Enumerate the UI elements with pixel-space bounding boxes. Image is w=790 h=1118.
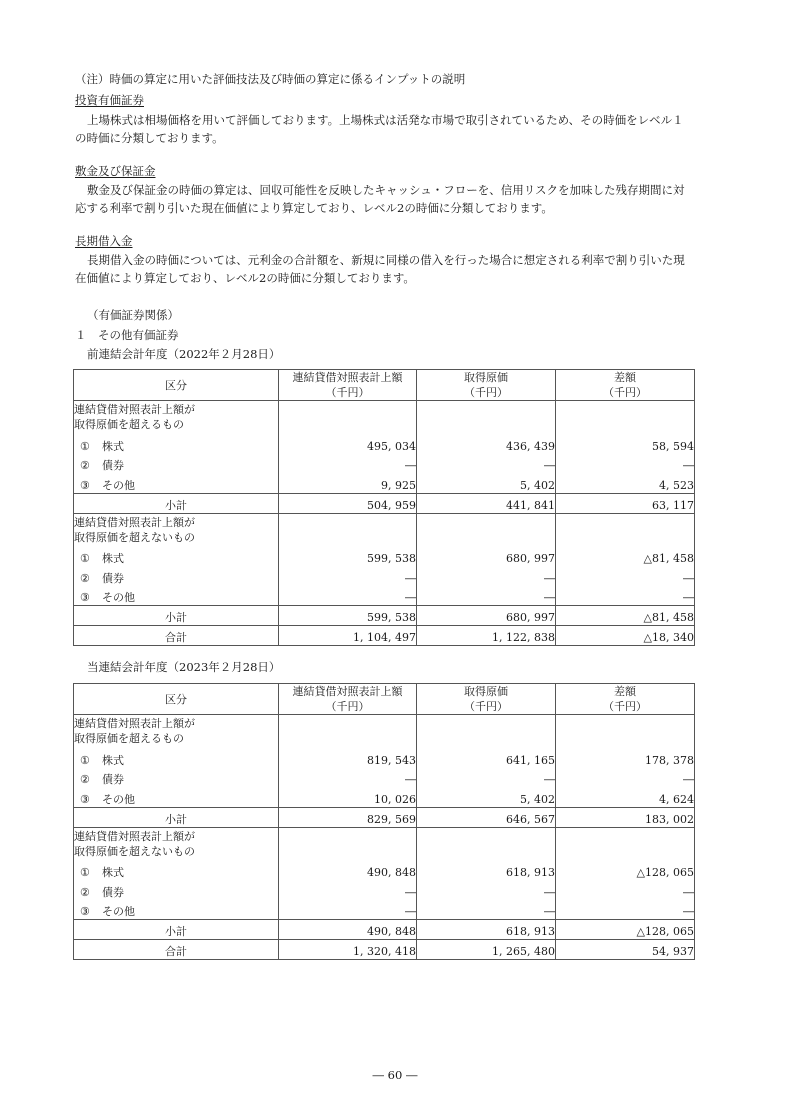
group-header-under: 連結貸借対照表計上額が 取得原価を超えないもの: [74, 827, 695, 861]
subtotal-row: 小計 490, 848 618, 913 △128, 065: [74, 920, 695, 940]
subtotal-row: 小計 829, 569 646, 567 183, 002: [74, 807, 695, 827]
securities-table-prev: [73, 369, 695, 646]
column-header: 区分: [74, 370, 279, 401]
section-title-investment-securities: 投資有価証券: [75, 93, 144, 107]
note-heading: （注）時価の算定に用いた評価技法及び時価の算定に係るインプットの説明: [75, 72, 466, 86]
table-row: ③ その他 9, 925 5, 402 4, 523: [74, 473, 695, 493]
section-title-long-term-loans: 長期借入金: [75, 234, 133, 248]
securities-subheading: １ その他有価証券: [75, 328, 179, 342]
table-row: ③ その他 ― ― ―: [74, 586, 695, 606]
table-row: ② 債券 ― ― ―: [74, 880, 695, 900]
group-header-over: 連結貸借対照表計上額が 取得原価を超えるもの: [74, 401, 695, 435]
total-row: 合計 1, 320, 418 1, 265, 480 54, 937: [74, 940, 695, 960]
column-header: 連結貸借対照表計上額 （千円）: [279, 684, 417, 715]
subtotal-row: 小計 504, 959 441, 841 63, 117: [74, 493, 695, 513]
section-title-deposits: 敷金及び保証金: [75, 164, 156, 178]
paragraph-line: 在価値により算定しており、レベル2の時価に分類しております。: [75, 271, 415, 285]
column-header: 取得原価 （千円）: [417, 370, 556, 401]
table-row: ③ その他 10, 026 5, 402 4, 624: [74, 787, 695, 807]
paragraph-line: の時価に分類しております。: [75, 131, 224, 145]
table-row: ① 株式 490, 848 618, 913 △128, 065: [74, 861, 695, 881]
table-row: ① 株式 599, 538 680, 997 △81, 458: [74, 547, 695, 567]
table-row: ② 債券 ― ― ―: [74, 454, 695, 474]
column-header: 取得原価 （千円）: [417, 684, 556, 715]
group-header-under: 連結貸借対照表計上額が 取得原価を超えないもの: [74, 513, 695, 547]
table-row: ① 株式 495, 034 436, 439 58, 594: [74, 434, 695, 454]
paragraph-line: 応する利率で割り引いた現在価値により算定しており、レベル2の時価に分類しております。: [75, 201, 553, 215]
paragraph-line: 長期借入金の時価については、元利金の合計額を、新規に同様の借入を行った場合に想定される利率で割り引いた現: [87, 253, 685, 267]
column-header: 連結貸借対照表計上額 （千円）: [279, 370, 417, 401]
page-number: ― 60 ―: [372, 1068, 418, 1082]
total-row: 合計 1, 104, 497 1, 122, 838 △18, 340: [74, 626, 695, 646]
table-row: ① 株式 819, 543 641, 165 178, 378: [74, 748, 695, 768]
subtotal-row: 小計 599, 538 680, 997 △81, 458: [74, 606, 695, 626]
period-label-prev: 前連結会計年度（2022年２月28日）: [87, 347, 281, 361]
table-row: ② 債券 ― ― ―: [74, 566, 695, 586]
column-header: 区分: [74, 684, 279, 715]
securities-heading: （有価証券関係）: [87, 308, 179, 322]
paragraph-line: 上場株式は相場価格を用いて評価しております。上場株式は活発な市場で取引されているため、その時価をレベル１: [87, 113, 684, 127]
period-label-curr: 当連結会計年度（2023年２月28日）: [87, 660, 281, 674]
table-row: ③ その他 ― ― ―: [74, 900, 695, 920]
column-header: 差額 （千円）: [556, 370, 695, 401]
table-row: ② 債券 ― ― ―: [74, 768, 695, 788]
paragraph-line: 敷金及び保証金の時価の算定は、回収可能性を反映したキャッシュ・フローを、信用リスクを加味した残存期間に対: [87, 183, 685, 197]
securities-table-curr: [73, 683, 695, 960]
column-header: 差額 （千円）: [556, 684, 695, 715]
group-header-over: 連結貸借対照表計上額が 取得原価を超えるもの: [74, 715, 695, 749]
